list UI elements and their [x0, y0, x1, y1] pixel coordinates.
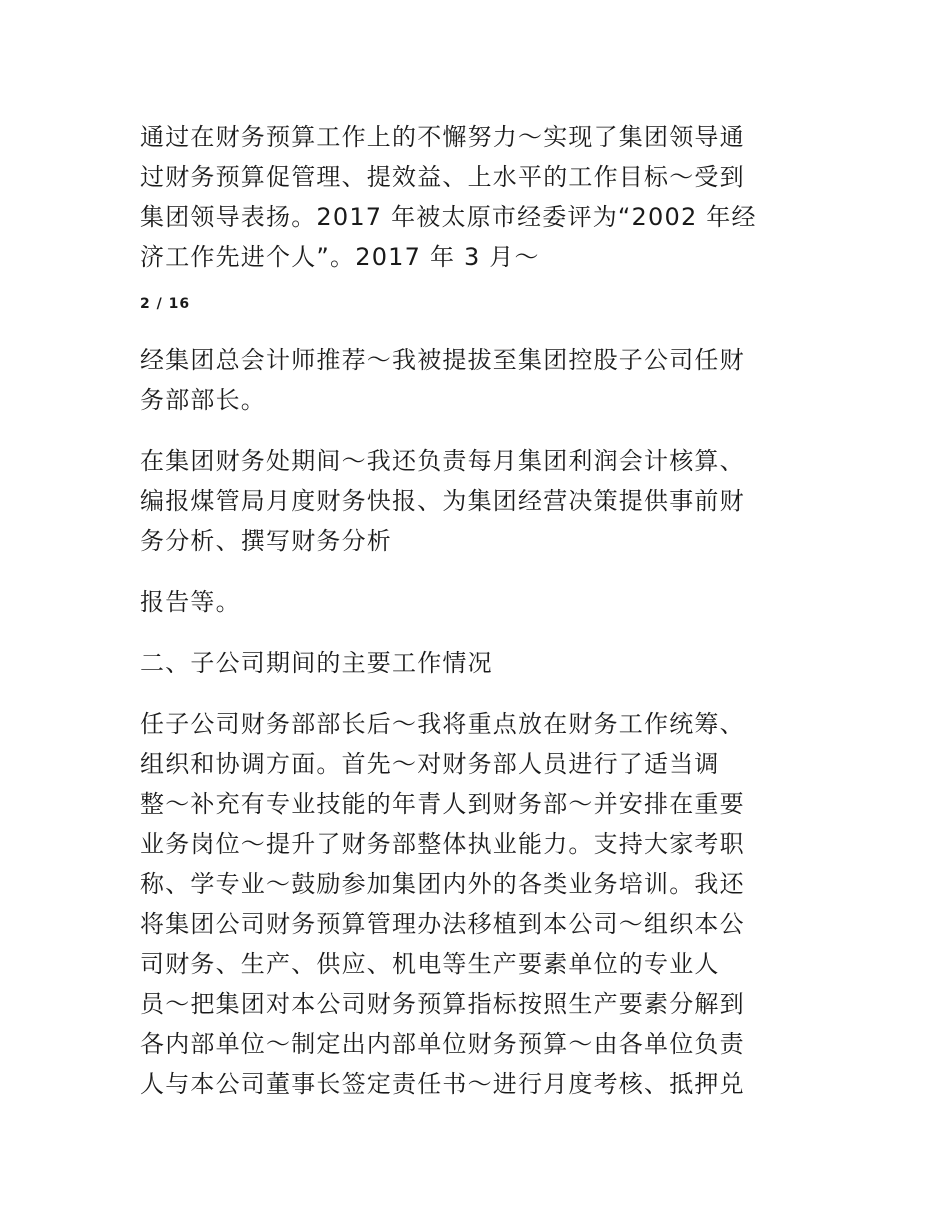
text-line: 将集团公司财务预算管理办法移植到本公司～组织本公: [140, 910, 745, 938]
text-line: 各内部单位～制定出内部单位财务预算～由各单位负责: [140, 1030, 745, 1058]
text-line: 整～补充有专业技能的年青人到财务部～并安排在重要: [140, 790, 745, 818]
text-line: 组织和协调方面。首先～对财务部人员进行了适当调: [140, 750, 720, 778]
text-line: 通过在财务预算工作上的不懈努力～实现了集团领导通: [140, 123, 745, 151]
text-line: 人与本公司董事长签定责任书～进行月度考核、抵押兑: [140, 1070, 745, 1098]
text-line: 过财务预算促管理、提效益、上水平的工作目标～受到: [140, 163, 745, 191]
text-line: 编报煤管局月度财务快报、为集团经营决策提供事前财: [140, 487, 745, 515]
paragraph-promotion: [140, 340, 820, 420]
text-line: 务分析、撰写财务分析: [140, 527, 392, 555]
text-line: 称、学专业～鼓励参加集团内外的各类业务培训。我还: [140, 870, 745, 898]
text-line: 经集团总会计师推荐～我被提拔至集团控股子公司任财: [140, 346, 745, 374]
paragraph-budget-achievements: [140, 117, 820, 277]
paragraph-reports: [140, 582, 820, 622]
paragraph-subsidiary-work: [140, 704, 820, 1104]
text-line: 在集团财务处期间～我还负责每月集团利润会计核算、: [140, 447, 745, 475]
text-line: 员～把集团对本公司财务预算指标按照生产要素分解到: [140, 990, 745, 1018]
section-heading: [140, 643, 820, 683]
text-line: 司财务、生产、供应、机电等生产要素单位的专业人: [140, 950, 720, 978]
text-line: 业务岗位～提升了财务部整体执业能力。支持大家考职: [140, 830, 745, 858]
page-number: 2 / 16: [140, 296, 191, 312]
text-line: 集团领导表扬。2017 年被太原市经委评为“2002 年经: [140, 203, 757, 231]
text-line: 任子公司财务部部长后～我将重点放在财务工作统筹、: [140, 710, 745, 738]
paragraph-finance-duties: [140, 441, 820, 561]
text-line: 务部部长。: [140, 386, 266, 414]
text-line: 济工作先进个人”。2017 年 3 月～: [140, 243, 540, 271]
text-line: 报告等。: [140, 588, 241, 616]
heading-text: 二、子公司期间的主要工作情况: [140, 649, 493, 677]
